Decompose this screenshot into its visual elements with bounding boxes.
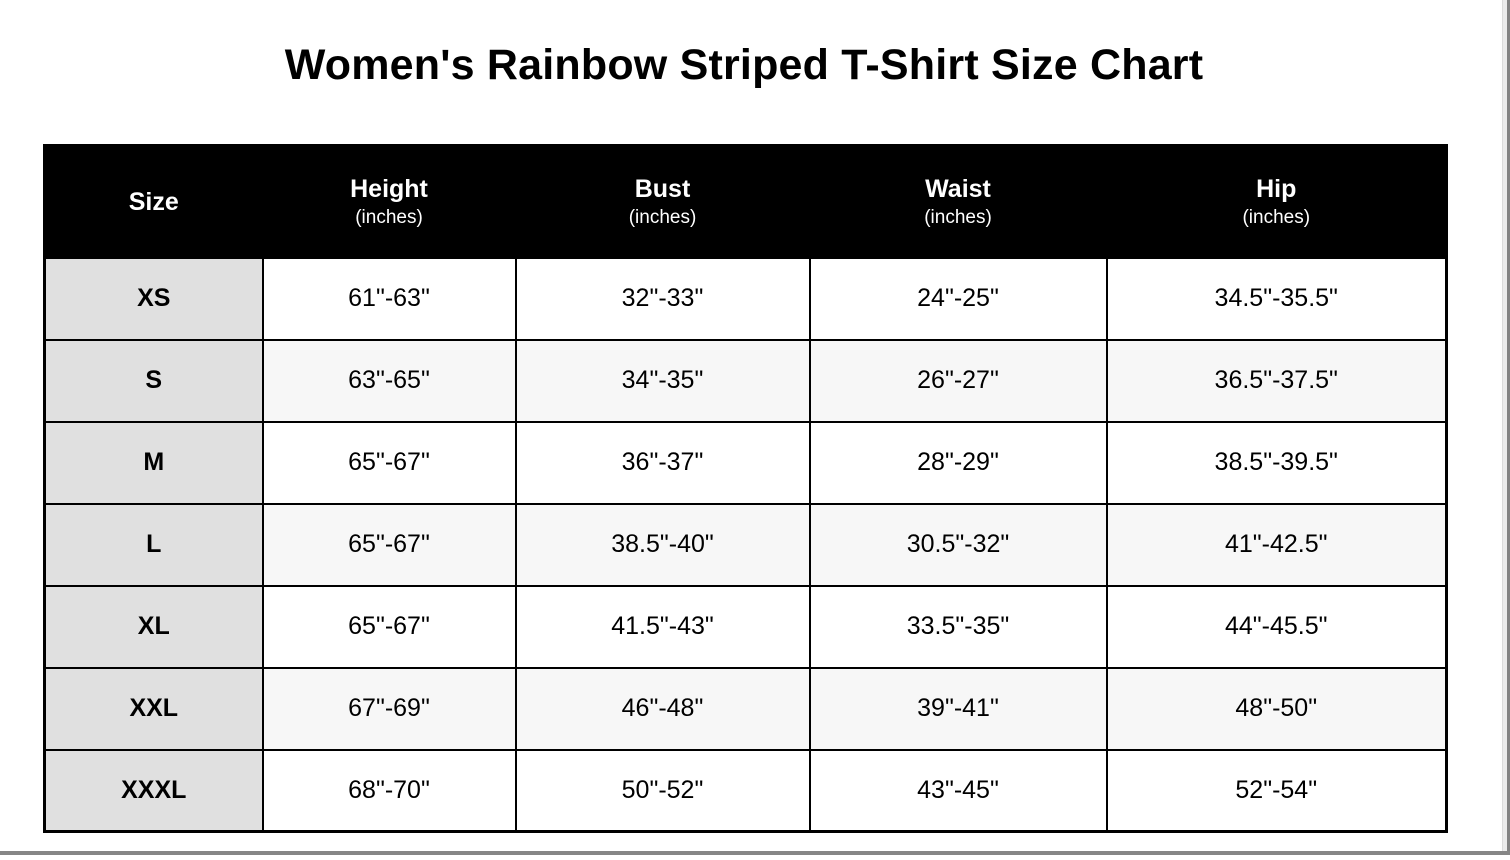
height-cell: 65"-67" xyxy=(263,586,516,668)
waist-cell: 28"-29" xyxy=(810,422,1107,504)
bust-cell: 34"-35" xyxy=(516,340,810,422)
size-cell: L xyxy=(45,504,263,586)
height-cell: 65"-67" xyxy=(263,504,516,586)
bust-cell: 41.5"-43" xyxy=(516,586,810,668)
column-sublabel: (inches) xyxy=(924,207,992,229)
column-header-size xyxy=(45,146,263,258)
hip-cell: 44"-45.5" xyxy=(1107,586,1447,668)
hip-cell: 34.5"-35.5" xyxy=(1107,258,1447,340)
hip-cell: 36.5"-37.5" xyxy=(1107,340,1447,422)
table-row-l xyxy=(45,504,1447,586)
waist-cell: 24"-25" xyxy=(810,258,1107,340)
column-label: Hip xyxy=(1256,175,1297,204)
table-row-s xyxy=(45,340,1447,422)
size-cell: S xyxy=(45,340,263,422)
table-row-xxxl xyxy=(45,750,1447,832)
waist-cell: 39"-41" xyxy=(810,668,1107,750)
bust-cell: 46"-48" xyxy=(516,668,810,750)
column-label: Waist xyxy=(925,175,991,204)
table-row-xs xyxy=(45,258,1447,340)
bust-cell: 36"-37" xyxy=(516,422,810,504)
column-sublabel: (inches) xyxy=(1242,207,1311,229)
column-sublabel: (inches) xyxy=(355,207,423,229)
column-label: Bust xyxy=(634,175,691,204)
column-header-waist xyxy=(810,146,1107,258)
bust-cell: 50"-52" xyxy=(516,750,810,832)
table-row-m xyxy=(45,422,1447,504)
waist-cell: 33.5"-35" xyxy=(810,586,1107,668)
column-header-height xyxy=(263,146,516,258)
hip-cell: 52"-54" xyxy=(1107,750,1447,832)
height-cell: 65"-67" xyxy=(263,422,516,504)
table-row-xxl xyxy=(45,668,1447,750)
waist-cell: 30.5"-32" xyxy=(810,504,1107,586)
column-label: Height xyxy=(350,175,428,204)
vertical-scrollbar-track[interactable] xyxy=(1502,0,1510,851)
column-sublabel: (inches) xyxy=(628,207,697,229)
table-header xyxy=(45,146,1447,258)
height-cell: 68"-70" xyxy=(263,750,516,832)
hip-cell: 38.5"-39.5" xyxy=(1107,422,1447,504)
column-header-hip xyxy=(1107,146,1447,258)
height-cell: 63"-65" xyxy=(263,340,516,422)
waist-cell: 43"-45" xyxy=(810,750,1107,832)
bust-cell: 38.5"-40" xyxy=(516,504,810,586)
hip-cell: 41"-42.5" xyxy=(1107,504,1447,586)
column-header-bust xyxy=(516,146,810,258)
height-cell: 67"-69" xyxy=(263,668,516,750)
table-row-xl xyxy=(45,586,1447,668)
size-cell: XXL xyxy=(45,668,263,750)
size-cell: M xyxy=(45,422,263,504)
page-content xyxy=(43,0,1445,833)
table-body xyxy=(45,258,1447,832)
column-label: Size xyxy=(128,188,179,217)
page-title: Women's Rainbow Striped T-Shirt Size Chart xyxy=(284,41,1204,89)
size-chart-table xyxy=(43,144,1448,833)
hip-cell: 48"-50" xyxy=(1107,668,1447,750)
frame-bottom-edge xyxy=(0,851,1510,855)
size-cell: XL xyxy=(45,586,263,668)
waist-cell: 26"-27" xyxy=(810,340,1107,422)
size-cell: XS xyxy=(45,258,263,340)
height-cell: 61"-63" xyxy=(263,258,516,340)
size-cell: XXXL xyxy=(45,750,263,832)
header-row xyxy=(45,146,1447,258)
bust-cell: 32"-33" xyxy=(516,258,810,340)
